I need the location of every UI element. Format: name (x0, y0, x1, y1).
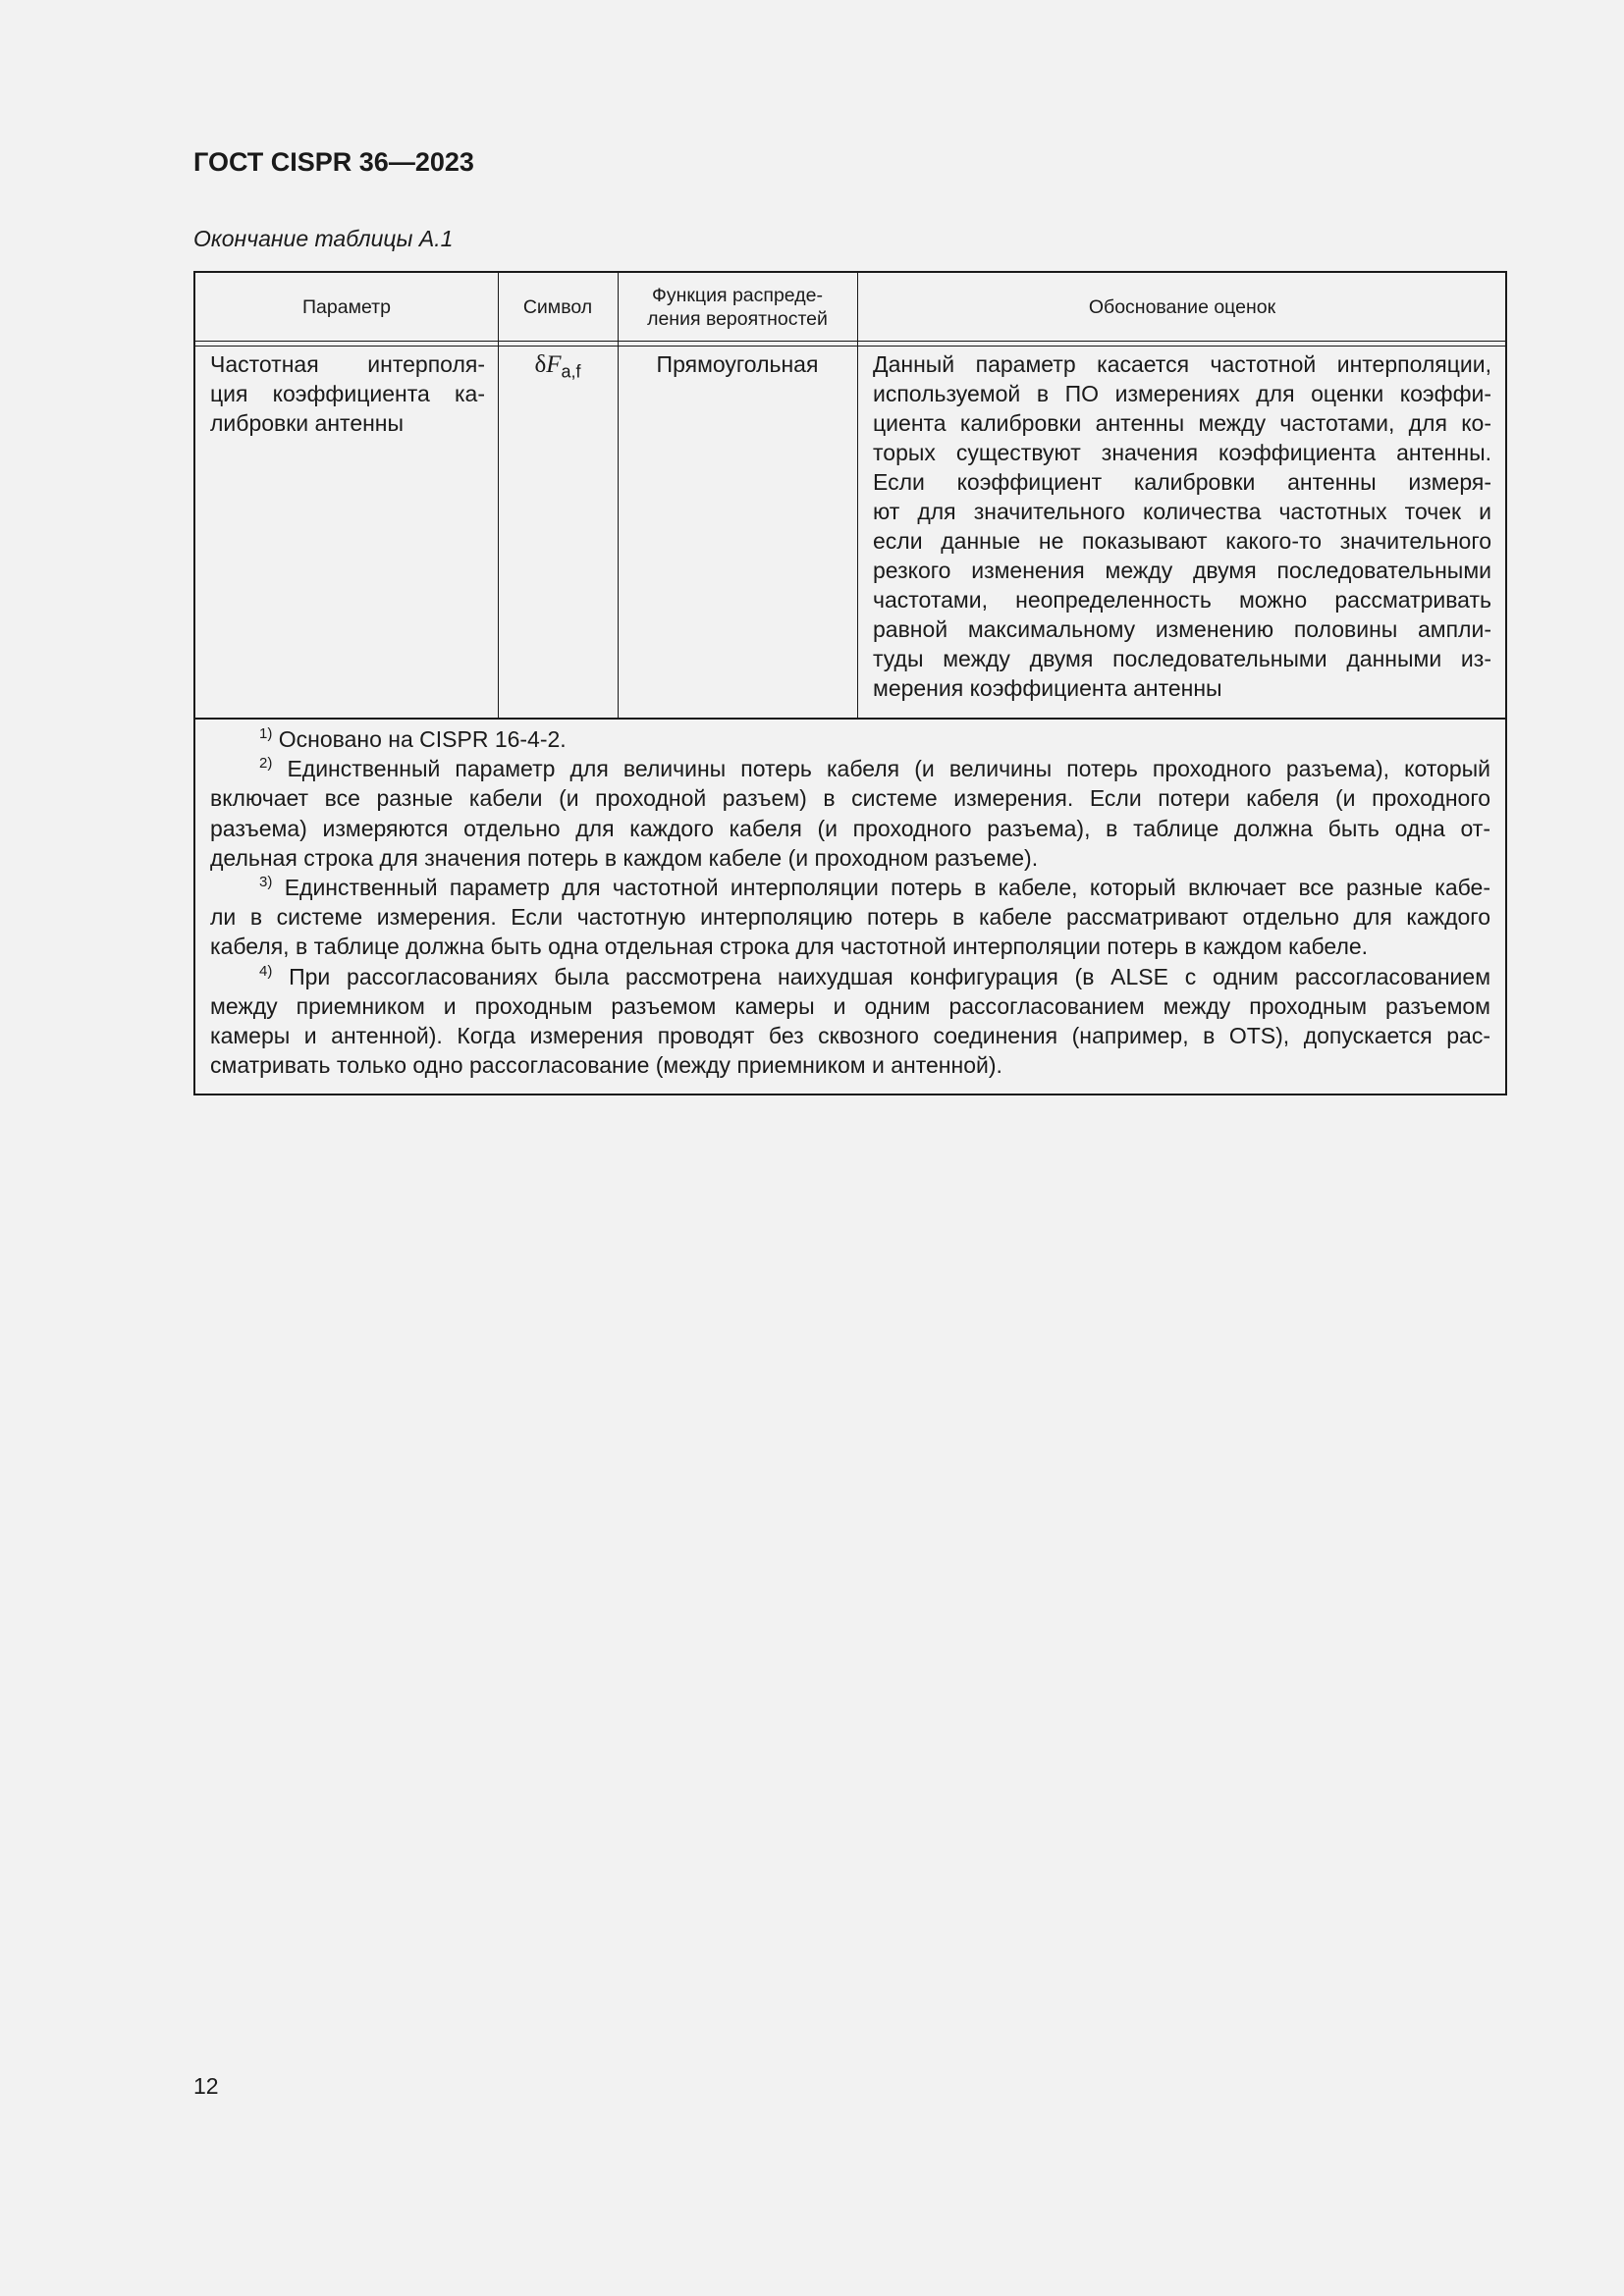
text-line: либровки антенны (210, 410, 405, 436)
text-line: циента калибровки антенны между частотами, для ко- (873, 410, 1491, 436)
footnote-line: дельная строка для значения потерь в каждом кабеле (и проходном разъеме). (210, 844, 1039, 871)
footnote-marker: 4) (259, 962, 273, 980)
header-line: Функция распреде- (652, 284, 823, 306)
text-line: торых существуют значения коэффициента антенны. (873, 440, 1491, 465)
cell-parameter (210, 349, 485, 438)
text-line: если данные не показывают какого-то значительного (873, 528, 1491, 554)
footnote-line: разъема) измеряются отдельно для каждого кабеля (и проходного разъема), в таблице должна быть одна от- (210, 815, 1490, 841)
footnote-line: между приемником и проходным разъемом камеры и одним рассогласованием между проходным разъемом (210, 992, 1490, 1019)
footnote-line (210, 754, 1490, 783)
text-line: равной максимальному изменению половины ампли- (873, 616, 1491, 642)
header-line: ления вероятностей (647, 307, 828, 330)
footnote-marker: 3) (259, 874, 273, 891)
footnote-text: Единственный параметр для величины потерь кабеля (и величины потерь проходного разъема), который (287, 756, 1491, 782)
symbol-main: F (546, 351, 562, 378)
column-header-symbol: Символ (522, 295, 593, 318)
page-number: 12 (193, 2073, 219, 2099)
symbol-delta: δ (534, 351, 547, 378)
text-line: Если коэффициент калибровки антенны измеря- (873, 469, 1491, 495)
footnote-line (210, 873, 1490, 902)
footnote-divider (195, 718, 1505, 720)
column-header-justification: Обоснование оценок (1088, 295, 1276, 318)
footnote-line: кабеля, в таблице должна быть одна отдельная строка для частотной интерполяции потерь в каждом кабеле. (210, 934, 1369, 960)
text-line: ция коэффициента ка- (210, 381, 485, 406)
symbol-subscript: a,f (561, 361, 581, 382)
footnote-marker: 2) (259, 755, 273, 773)
text-line: ют для значительного количества частотных точек и (873, 499, 1491, 524)
document-header: ГОСТ CISPR 36—2023 (193, 147, 474, 177)
text-line: туды между двумя последовательными данными из- (873, 646, 1491, 671)
cell-distribution: Прямоугольная (656, 351, 819, 377)
cell-symbol (498, 349, 618, 387)
text-line: резкого изменения между двумя последовательными (873, 558, 1491, 583)
footnote-line (210, 724, 1490, 754)
footnotes (210, 724, 1490, 1080)
footnote-line: включает все разные кабели (и проходной разъем) в системе измерения. Если потери кабеля (и проходного (210, 785, 1490, 812)
text-line: используемой в ПО измерениях для оценки коэффи- (873, 381, 1491, 406)
footnote-text: Основано на CISPR 16-4-2. (278, 726, 567, 752)
footnote-line: камеры и антенной). Когда измерения проводят без сквозного соединения (например, в OTS), допускается рас- (210, 1023, 1490, 1049)
column-header-parameter: Параметр (302, 295, 391, 318)
table-caption: Окончание таблицы А.1 (193, 226, 454, 251)
text-line: Данный параметр касается частотной интерполяции, (873, 351, 1491, 377)
text-line: частотами, неопределенность можно рассматривать (873, 587, 1491, 613)
footnote-text: Единственный параметр для частотной интерполяции потерь в кабеле, который включает все разные кабе- (284, 875, 1490, 901)
text-line: Частотная интерполя- (210, 351, 485, 377)
header-divider (195, 341, 1505, 347)
footnote-line: ли в системе измерения. Если частотную интерполяцию потерь в кабеле рассматривают отдельно для каждого (210, 904, 1490, 931)
column-header-distribution (618, 273, 857, 341)
table-a1 (193, 271, 1507, 1095)
text-line: мерения коэффициента антенны (873, 675, 1222, 701)
footnote-line (210, 962, 1490, 991)
footnote-marker: 1) (259, 725, 273, 742)
footnote-text: При рассогласованиях была рассмотрена наихудшая конфигурация (в ALSE с одним рассогласованием (289, 963, 1491, 989)
footnote-line: сматривать только одно рассогласование (между приемником и антенной). (210, 1052, 1002, 1079)
cell-justification (873, 349, 1491, 703)
